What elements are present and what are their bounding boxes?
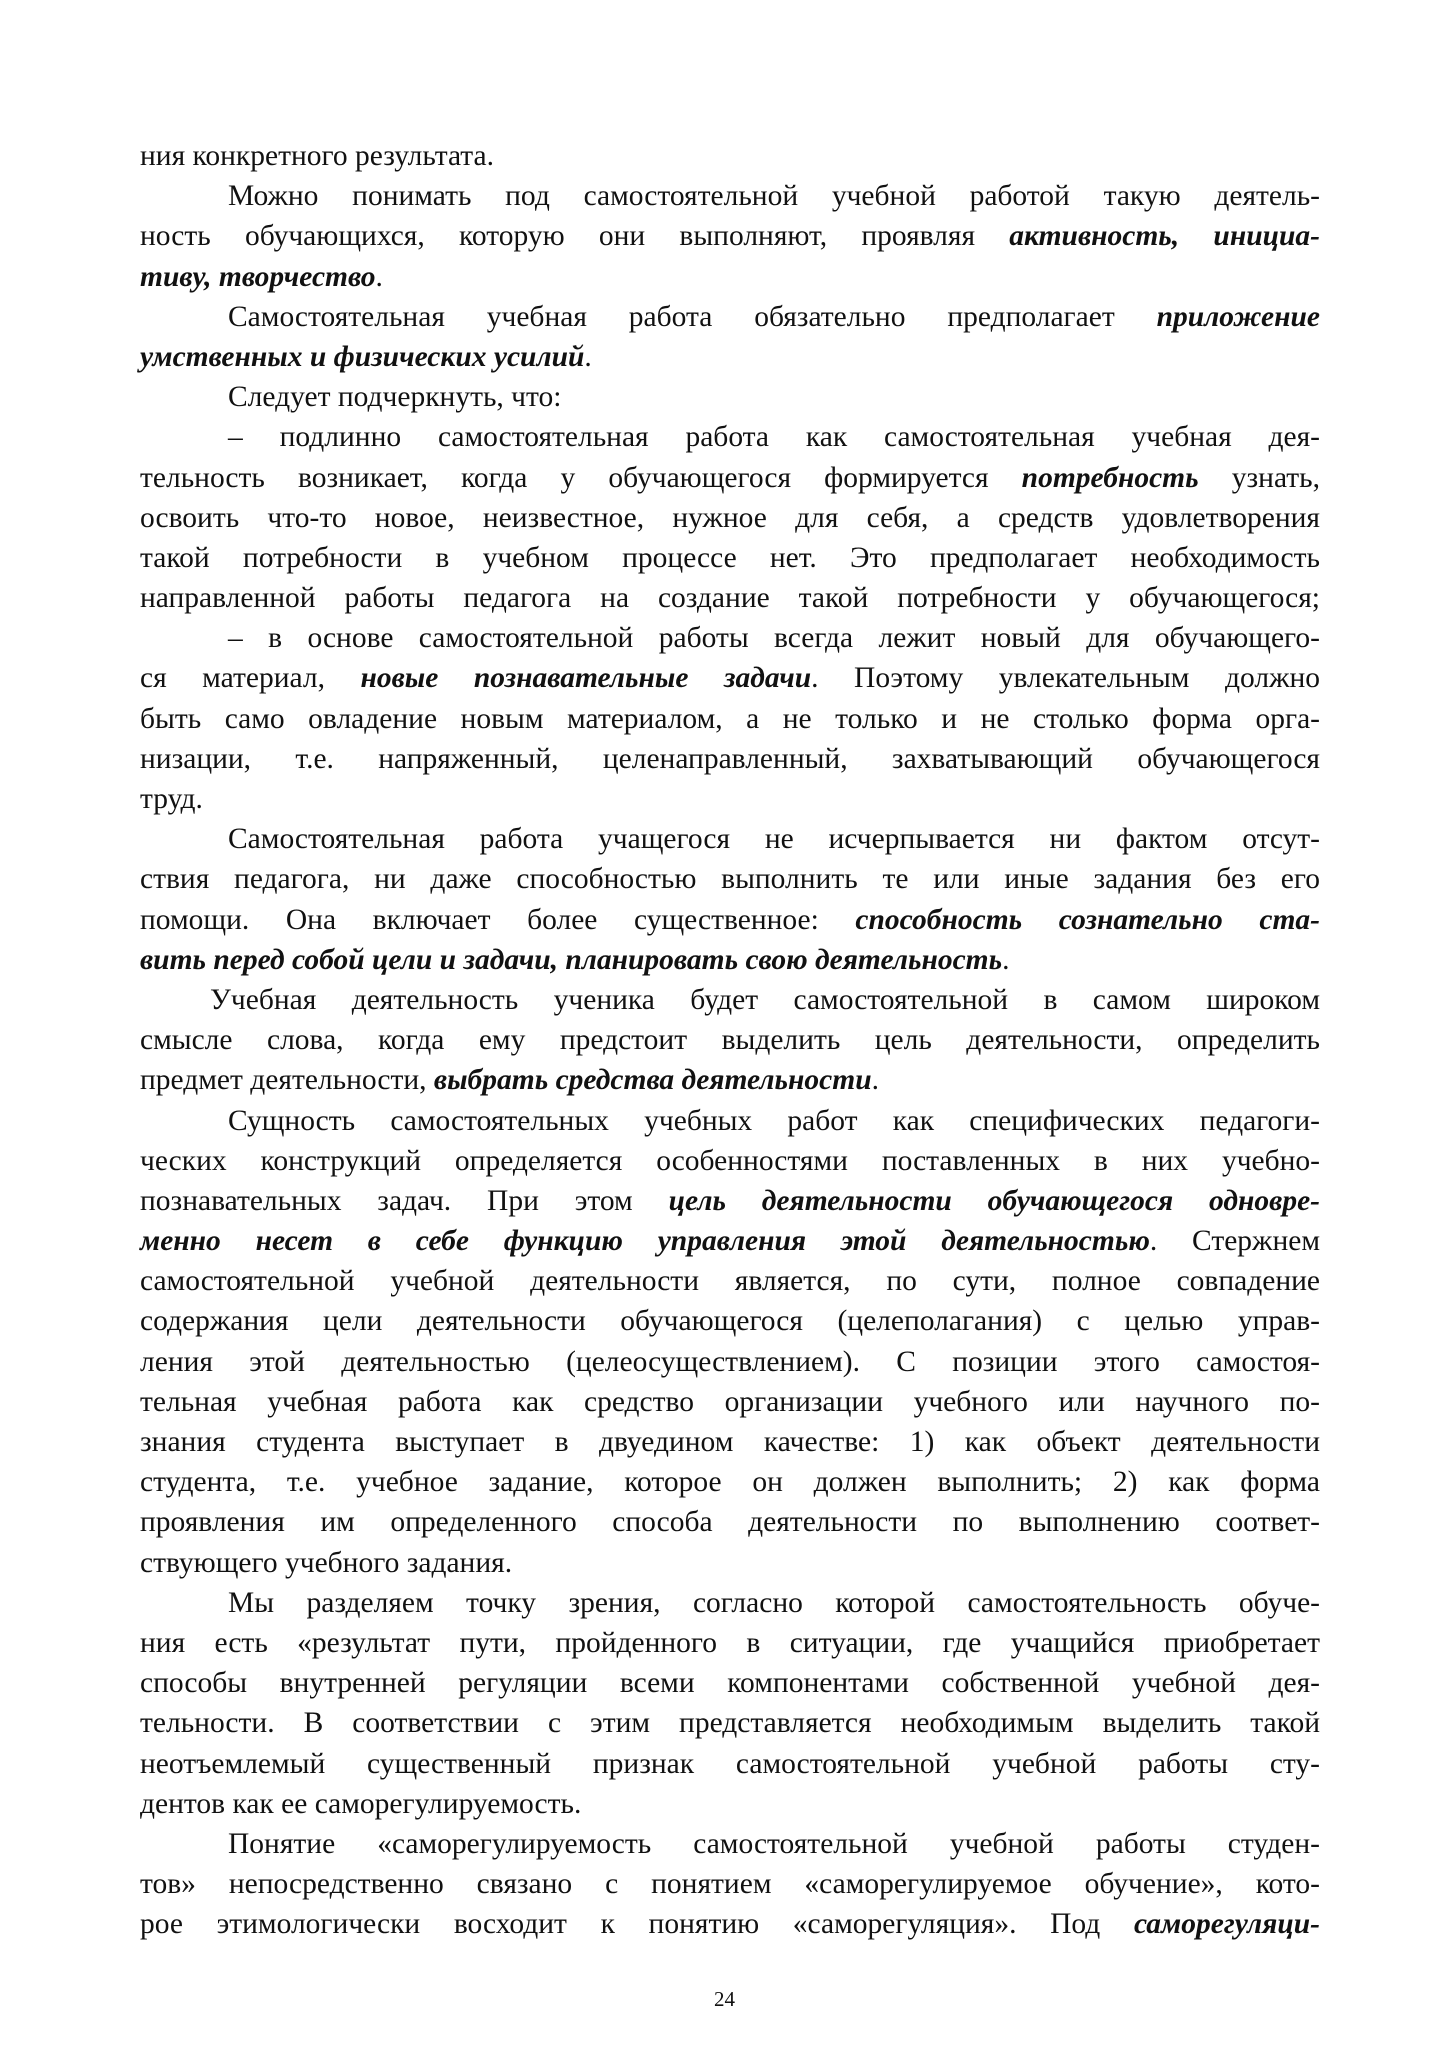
- body-text: проявления им определенного способа деятельности по выполнению соответ-: [140, 1506, 1320, 1539]
- text-line: [140, 498, 1320, 538]
- text-line: [140, 136, 1320, 176]
- body-text: – подлинно самостоятельная работа как самостоятельная учебная дея-: [228, 421, 1320, 454]
- body-text: способы внутренней регуляции всеми компонентами собственной учебной дея-: [140, 1667, 1320, 1700]
- body-text: быть само овладение новым материалом, а не только и не столько форма орга-: [140, 702, 1320, 735]
- body-text: .: [871, 1064, 879, 1097]
- body-text: .: [1002, 943, 1010, 976]
- body-text: ления этой деятельностью (целеосуществлением). С позиции этого самостоя-: [140, 1345, 1320, 1378]
- body-text: дентов как ее саморегулируемость.: [140, 1787, 582, 1820]
- emphasis-text: приложение: [1156, 300, 1320, 333]
- body-text: помощи. Она включает более существенное:: [140, 903, 856, 936]
- body-text: ческих конструкций определяется особенностями поставленных в них учебно-: [140, 1144, 1320, 1177]
- body-text: тельности. В соответствии с этим представляется необходимым выделить такой: [140, 1707, 1320, 1740]
- text-line: [140, 257, 1320, 297]
- text-line: [140, 1864, 1320, 1904]
- text-line: [140, 1462, 1320, 1502]
- text-line: [140, 940, 1320, 980]
- body-text: неотъемлемый существенный признак самостоятельной учебной работы сту-: [140, 1747, 1320, 1780]
- emphasis-text: умственных и физических усилий: [140, 340, 585, 373]
- text-line: [140, 1101, 1320, 1141]
- text-line: [140, 216, 1320, 256]
- body-text: рое этимологически восходит к понятию «саморегуляция». Под: [140, 1908, 1134, 1941]
- body-text: . Поэтому увлекательным должно: [811, 662, 1320, 695]
- text-line: [140, 900, 1320, 940]
- body-text: познавательных задач. При этом: [140, 1184, 669, 1217]
- text-line: [140, 618, 1320, 658]
- text-line: [140, 699, 1320, 739]
- body-text: предмет деятельности,: [140, 1064, 434, 1097]
- body-text: содержания цели деятельности обучающегося (целеполагания) с целью управ-: [140, 1305, 1320, 1338]
- body-text: Учебная деятельность ученика будет самостоятельной в самом широком: [210, 983, 1320, 1016]
- body-text: студента, т.е. учебное задание, которое он должен выполнить; 2) как форма: [140, 1466, 1320, 1499]
- text-line: [140, 1784, 1320, 1824]
- text-line: [140, 779, 1320, 819]
- body-text: смысле слова, когда ему предстоит выделить цель деятельности, определить: [140, 1024, 1320, 1057]
- text-line: [140, 1904, 1320, 1944]
- body-text: тов» непосредственно связано с понятием «саморегулируемое обучение», кото-: [140, 1868, 1320, 1901]
- body-text: такой потребности в учебном процессе нет. Это предполагает необходимость: [140, 541, 1320, 574]
- body-text: самостоятельной учебной деятельности является, по сути, полное совпадение: [140, 1265, 1320, 1298]
- text-line: [140, 458, 1320, 498]
- body-text: ствия педагога, ни даже способностью выполнить те или иные задания без его: [140, 863, 1320, 896]
- emphasis-text: менно несет в себе функцию управления этой деятельностью: [140, 1225, 1150, 1258]
- emphasis-text: активность, инициа-: [1009, 220, 1320, 253]
- emphasis-text: цель деятельности обучающегося одновре-: [668, 1184, 1321, 1217]
- text-line: [140, 1422, 1320, 1462]
- body-text: низации, т.е. напряженный, целенаправленный, захватывающий обучающегося: [140, 742, 1320, 775]
- body-text: ся материал,: [140, 662, 361, 695]
- text-line: [140, 337, 1320, 377]
- body-text: знания студента выступает в двуедином качестве: 1) как объект деятельности: [140, 1426, 1320, 1458]
- text-line: [140, 377, 1320, 417]
- text-line: [140, 297, 1320, 337]
- emphasis-text: вить перед собой цели и задачи, планировать свою деятельность: [140, 943, 1003, 976]
- body-text: Самостоятельная работа учащегося не исчерпывается ни фактом отсут-: [228, 823, 1320, 856]
- text-line: [140, 1502, 1320, 1542]
- body-text: труд.: [140, 783, 203, 815]
- body-text: тельность возникает, когда у обучающегося формируется: [140, 461, 1022, 494]
- text-line: [140, 739, 1320, 779]
- body-text: .: [584, 340, 592, 373]
- body-text: – в основе самостоятельной работы всегда лежит новый для обучающего-: [228, 622, 1320, 655]
- body-text: ствующего учебного задания.: [140, 1546, 513, 1579]
- body-text: Понятие «саморегулируемость самостоятельной учебной работы студен-: [228, 1827, 1320, 1860]
- text-line: [140, 1382, 1320, 1422]
- body-text: ния есть «результат пути, пройденного в ситуации, где учащийся приобретает: [140, 1626, 1320, 1659]
- text-line: [140, 1623, 1320, 1663]
- text-line: [140, 1543, 1320, 1583]
- text-line: [140, 1020, 1320, 1060]
- text-line: [140, 1824, 1320, 1864]
- text-line: [140, 1342, 1320, 1382]
- body-text: Мы разделяем точку зрения, согласно которой самостоятельность обуче-: [228, 1586, 1320, 1619]
- text-line: [140, 1301, 1320, 1341]
- body-text: Следует подчеркнуть, что:: [228, 381, 562, 414]
- text-line: [140, 538, 1320, 578]
- body-text: Самостоятельная учебная работа обязательно предполагает: [228, 300, 1157, 333]
- emphasis-text: способность сознательно ста-: [855, 903, 1320, 936]
- emphasis-text: тиву, творчество: [140, 260, 376, 293]
- emphasis-text: саморегуляци-: [1133, 1908, 1320, 1941]
- emphasis-text: выбрать средства деятельности: [433, 1064, 872, 1097]
- body-text: освоить что-то новое, неизвестное, нужное для себя, а средств удовлетворения: [140, 501, 1320, 534]
- text-line: [140, 1261, 1320, 1301]
- text-line: [140, 980, 1320, 1020]
- text-line: [140, 1060, 1320, 1100]
- text-line: [140, 1703, 1320, 1743]
- text-line: [140, 859, 1320, 899]
- page-number: 24: [714, 1987, 735, 2011]
- emphasis-text: новые познавательные задачи: [360, 662, 812, 695]
- emphasis-text: потребность: [1021, 461, 1199, 494]
- body-text: узнать,: [1198, 461, 1320, 494]
- body-text: Можно понимать под самостоятельной учебной работой такую деятель-: [228, 180, 1320, 213]
- text-line: [140, 658, 1320, 698]
- text-line: [140, 819, 1320, 859]
- text-line: [140, 1181, 1320, 1221]
- body-text: . Стержнем: [1149, 1225, 1320, 1258]
- body-text: ность обучающихся, которую они выполняют, проявляя: [140, 220, 1010, 253]
- document-page: [140, 136, 1320, 1944]
- text-line: [140, 176, 1320, 216]
- text-line: [140, 1663, 1320, 1703]
- body-text: тельная учебная работа как средство организации учебного или научного по-: [140, 1385, 1320, 1418]
- text-line: [140, 1141, 1320, 1181]
- body-text: ния конкретного результата.: [140, 140, 495, 172]
- text-line: [140, 1583, 1320, 1623]
- text-line: [140, 1744, 1320, 1784]
- text-line: [140, 417, 1320, 457]
- body-text: направленной работы педагога на создание такой потребности у обучающегося;: [140, 582, 1320, 615]
- text-line: [140, 1221, 1320, 1261]
- text-line: [140, 578, 1320, 618]
- body-text: Сущность самостоятельных учебных работ как специфических педагоги-: [228, 1104, 1320, 1137]
- body-text: .: [375, 260, 383, 293]
